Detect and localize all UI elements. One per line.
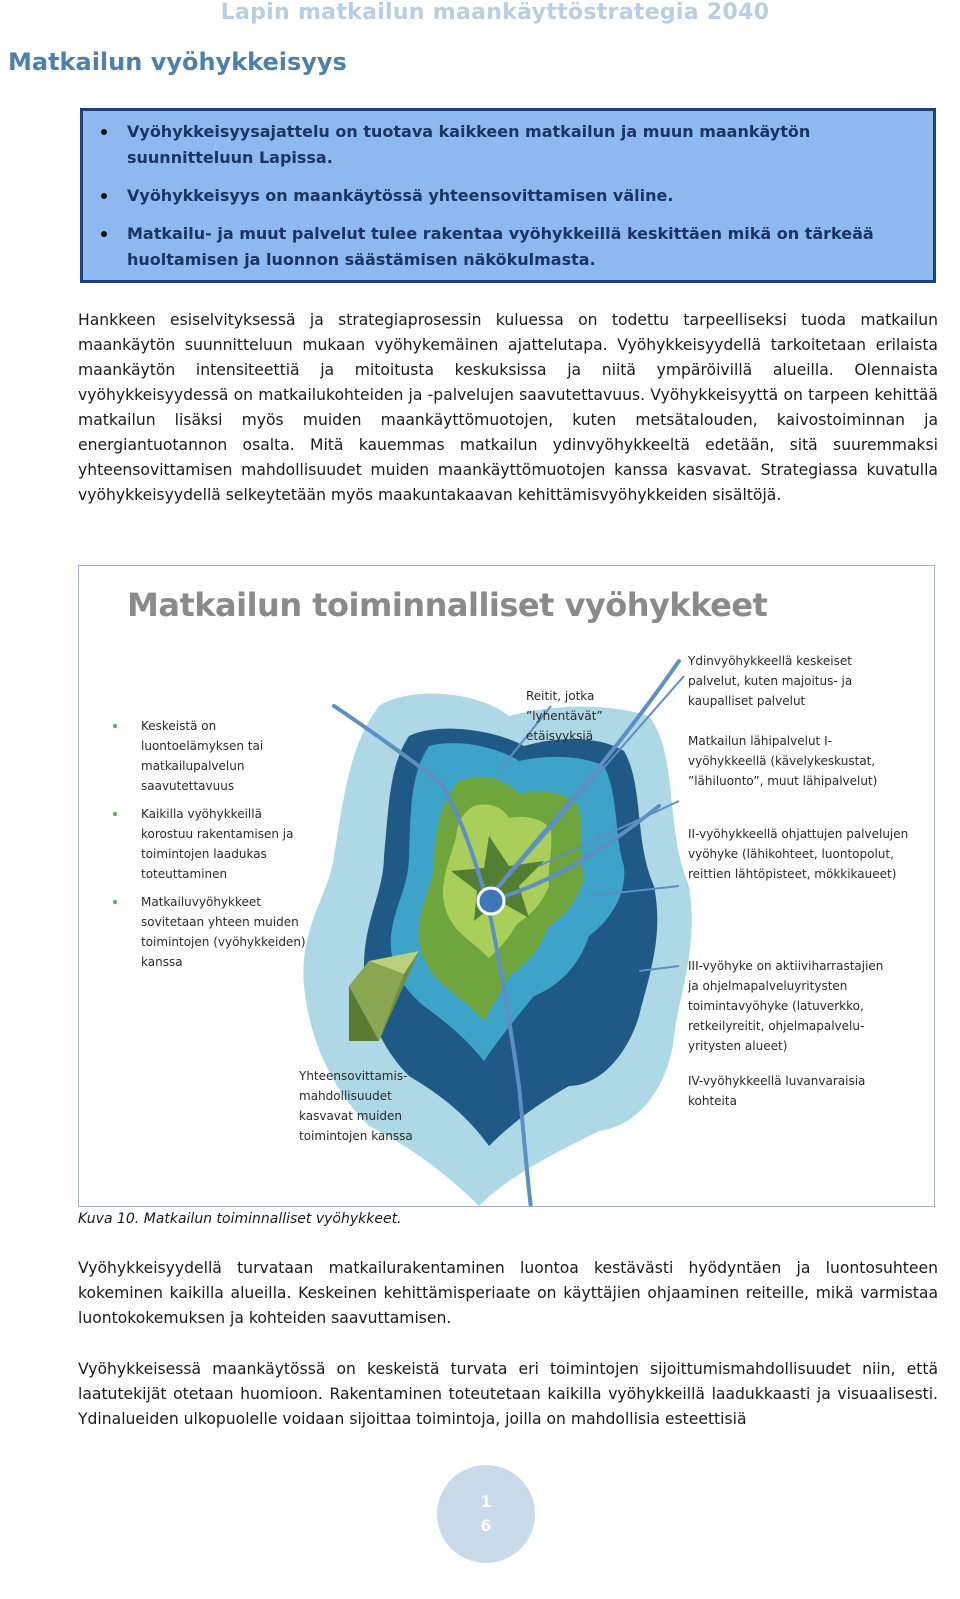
key-points-box <box>80 108 936 283</box>
zones-figure <box>78 565 935 1207</box>
page-number-line: 6 <box>480 1516 492 1535</box>
key-points-list <box>101 119 921 285</box>
figure-caption: Kuva 10. Matkailun toiminnalliset vyöhykkeet. <box>78 1211 402 1227</box>
figure-bullet-item: Matkailuvyöhykkeet sovitetaan yhteen muiden toimintojen (vyöhykkeiden) kanssa <box>107 892 307 972</box>
routes-label: Reitit, jotka ”lyhentävät” etäisyyksiä <box>526 689 603 743</box>
section-title: Matkailun vyöhykkeisyys <box>8 48 347 76</box>
figure-bullet-item: Keskeistä on luontoelämyksen tai matkailupalvelun saavutettavuus <box>107 716 307 796</box>
figure-left-bullets <box>107 716 307 980</box>
body-paragraph-intro: Hankkeen esiselvityksessä ja strategiaprosessin kuluessa on todettu tarpeelliseksi tuoda matkailun maankäytön suunnitteluun mukaan vyöhykemäinen ajattelutapa. Vyöhykkeisyydellä tarkoitetaan erilaista maankäytön intensiteettiä ja mitoitusta keskuksissa ja niitä ympäröivillä alueilla. Olennaista vyöhykkeisyydessä on matkailukohteiden ja -palvelujen saavutettavuus. Vyöhykkeisyyttä on tarpeen kehittää matkailun lisäksi myös muiden maankäyttömuotojen, kuten metsätalouden, kaivostoiminnan ja energiantuotannon osalta. Mitä kauemmas matkailun ydinvyöhykkeeltä edetään, sitä suuremmaksi yhteensovittamisen mahdollisuudet muiden maankäyttömuotojen kanssa kasvavat. Strategiassa kuvatulla vyöhykkeisyydellä selkeytetään myös maakuntakaavan kehittämisvyöhykkeiden sisältöjä. <box>78 311 938 504</box>
key-point-item: Matkailu- ja muut palvelut tulee rakentaa vyöhykkeillä keskittäen mikä on tärkeää huoltamisen ja luonnon säästämisen näkökulmasta. <box>101 221 921 273</box>
page-number-line: 1 <box>480 1492 492 1511</box>
zone-i-label: Matkailun lähipalvelut I-vyöhykkeellä (kävelykeskustat, ”lähiluonto”, muut lähipalvelut) <box>688 734 878 788</box>
key-point-item: Vyöhykkeisyys on maankäytössä yhteensovittamisen väline. <box>101 183 921 209</box>
figure-title: Matkailun toiminnalliset vyöhykkeet <box>127 586 768 624</box>
zone-iii-label: III-vyöhyke on aktiiviharrastajien ja ohjelmapalveluyritysten toimintavyöhyke (latuverkko, retkeilyreitit, ohjelmapalvelu-yritysten alueet) <box>688 959 884 1053</box>
center-point <box>478 888 504 914</box>
document-header-title: Lapin matkailun maankäyttöstrategia 2040 <box>220 0 770 25</box>
body-paragraph-3: Vyöhykkeisessä maankäytössä on keskeistä turvata eri toimintojen sijoittumismahdollisuudet niin, että laatutekijät otetaan huomioon. Rakentaminen toteutetaan kaikilla vyöhykkeillä laadukkaasti ja visuaalisesti. Ydinalueiden ulkopuolelle voidaan sijoittaa toimintoja, joilla on mahdollisia esteettisiä <box>78 1360 938 1428</box>
core-zone-label: Ydinvyöhykkeellä keskeiset palvelut, kuten majoitus- ja kaupalliset palvelut <box>688 654 853 708</box>
figure-bullet-item: Kaikilla vyöhykkeillä korostuu rakentamisen ja toimintojen laadukas toteuttaminen <box>107 804 307 884</box>
key-point-item: Vyöhykkeisyysajattelu on tuotava kaikkeen matkailun ja muun maankäytön suunnitteluun Lapissa. <box>101 119 921 171</box>
zone-ii-label: II-vyöhykkeellä ohjattujen palvelujen vyöhyke (lähikohteet, luontopolut, reittien lähtöpisteet, mökkikaueet) <box>688 827 909 881</box>
page-number-badge <box>437 1465 535 1563</box>
zone-iv-label: IV-vyöhykkeellä luvanvaraisia kohteita <box>688 1074 866 1108</box>
body-paragraph-2: Vyöhykkeisyydellä turvataan matkailurakentaminen luontoa kestävästi hyödyntäen ja luontosuhteen kokeminen kaikilla alueilla. Keskeinen kehittämisperiaate on käyttäjien ohjaaminen reiteille, mikä varmistaa luontokokemuksen ja kohteiden saavuttamisen. <box>78 1259 938 1327</box>
coordination-label: Yhteensovittamis-mahdollisuudet kasvavat muiden toimintojen kanssa <box>299 1069 413 1143</box>
